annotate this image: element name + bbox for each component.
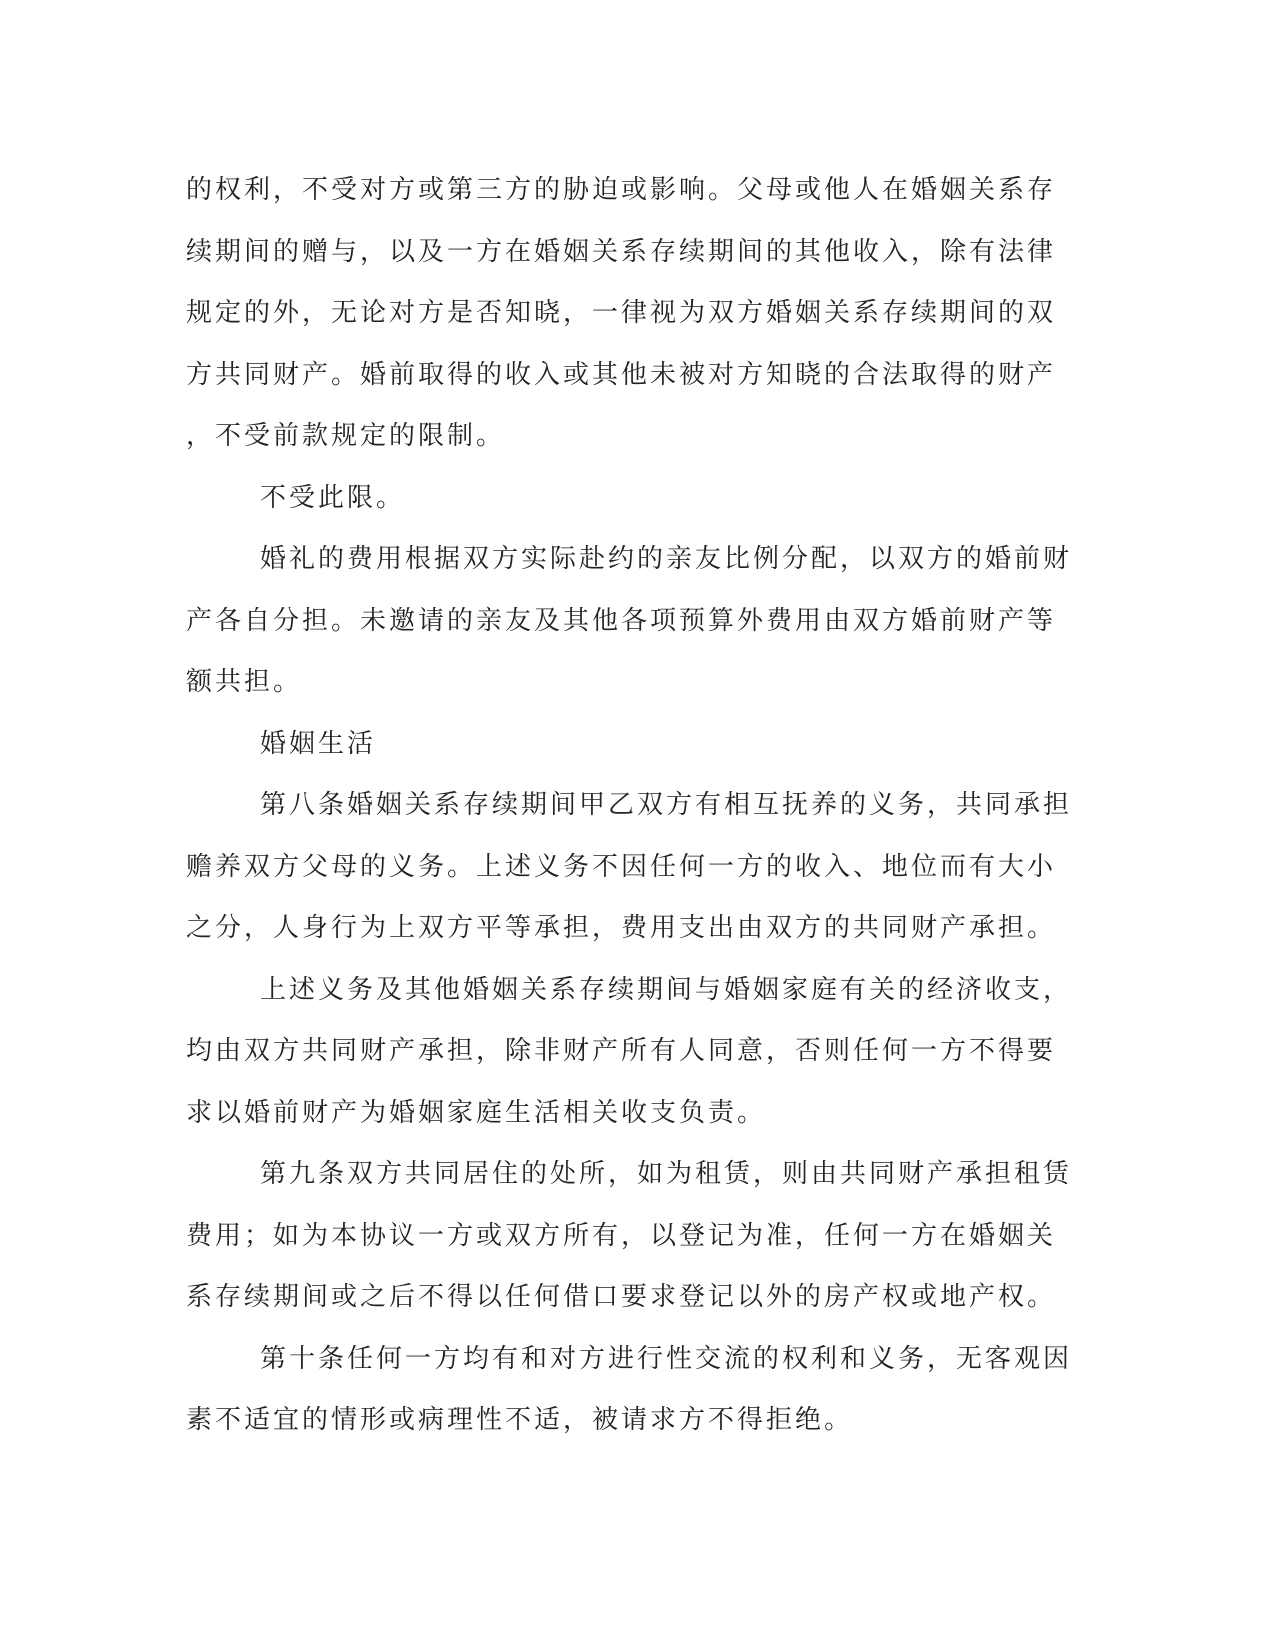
text-line-19: 系存续期间或之后不得以任何借口要求登记以外的房产权或地产权。	[186, 1282, 1057, 1312]
text-line-12: 赡养双方父母的义务。上述义务不因任何一方的收入、地位而有大小	[186, 851, 1057, 882]
text-line-9: 额共担。	[186, 667, 303, 697]
text-line-15: 均由双方共同财产承担，除非财产所有人同意，否则任何一方不得要	[186, 1036, 1057, 1066]
text-line-7: 婚礼的费用根据双方实际赴约的亲友比例分配，以双方的婚前财	[260, 544, 1073, 574]
text-line-17: 第九条双方共同居住的处所，如为租赁，则由共同财产承担租赁	[260, 1159, 1073, 1189]
text-line-13: 之分，人身行为上双方平等承担，费用支出由双方的共同财产承担。	[186, 913, 1057, 943]
text-line-8: 产各自分担。未邀请的亲友及其他各项预算外费用由双方婚前财产等	[186, 605, 1057, 636]
text-line-5: ，不受前款规定的限制。	[186, 421, 506, 451]
text-line-1: 的权利，不受对方或第三方的胁迫或影响。父母或他人在婚姻关系存	[186, 175, 1057, 205]
document-body	[186, 160, 1073, 1452]
text-line-20: 第十条任何一方均有和对方进行性交流的权利和义务，无客观因	[260, 1343, 1073, 1374]
text-line-11: 第八条婚姻关系存续期间甲乙双方有相互抚养的义务，共同承担	[260, 790, 1073, 820]
text-line-21: 素不适宜的情形或病理性不适，被请求方不得拒绝。	[186, 1405, 854, 1435]
text-line-14: 上述义务及其他婚姻关系存续期间与婚姻家庭有关的经济收支，	[260, 974, 1073, 1005]
text-line-6: 不受此限。	[260, 482, 406, 513]
text-line-4: 方共同财产。婚前取得的收入或其他未被对方知晓的合法取得的财产	[186, 359, 1057, 390]
text-line-18: 费用；如为本协议一方或双方所有，以登记为准，任何一方在婚姻关	[186, 1220, 1057, 1251]
text-line-16: 求以婚前财产为婚姻家庭生活相关收支负责。	[186, 1097, 767, 1128]
section-heading: 婚姻生活	[260, 728, 377, 759]
text-line-2: 续期间的赠与，以及一方在婚姻关系存续期间的其他收入，除有法律	[186, 236, 1057, 267]
text-line-3: 规定的外，无论对方是否知晓，一律视为双方婚姻关系存续期间的双	[186, 298, 1057, 328]
